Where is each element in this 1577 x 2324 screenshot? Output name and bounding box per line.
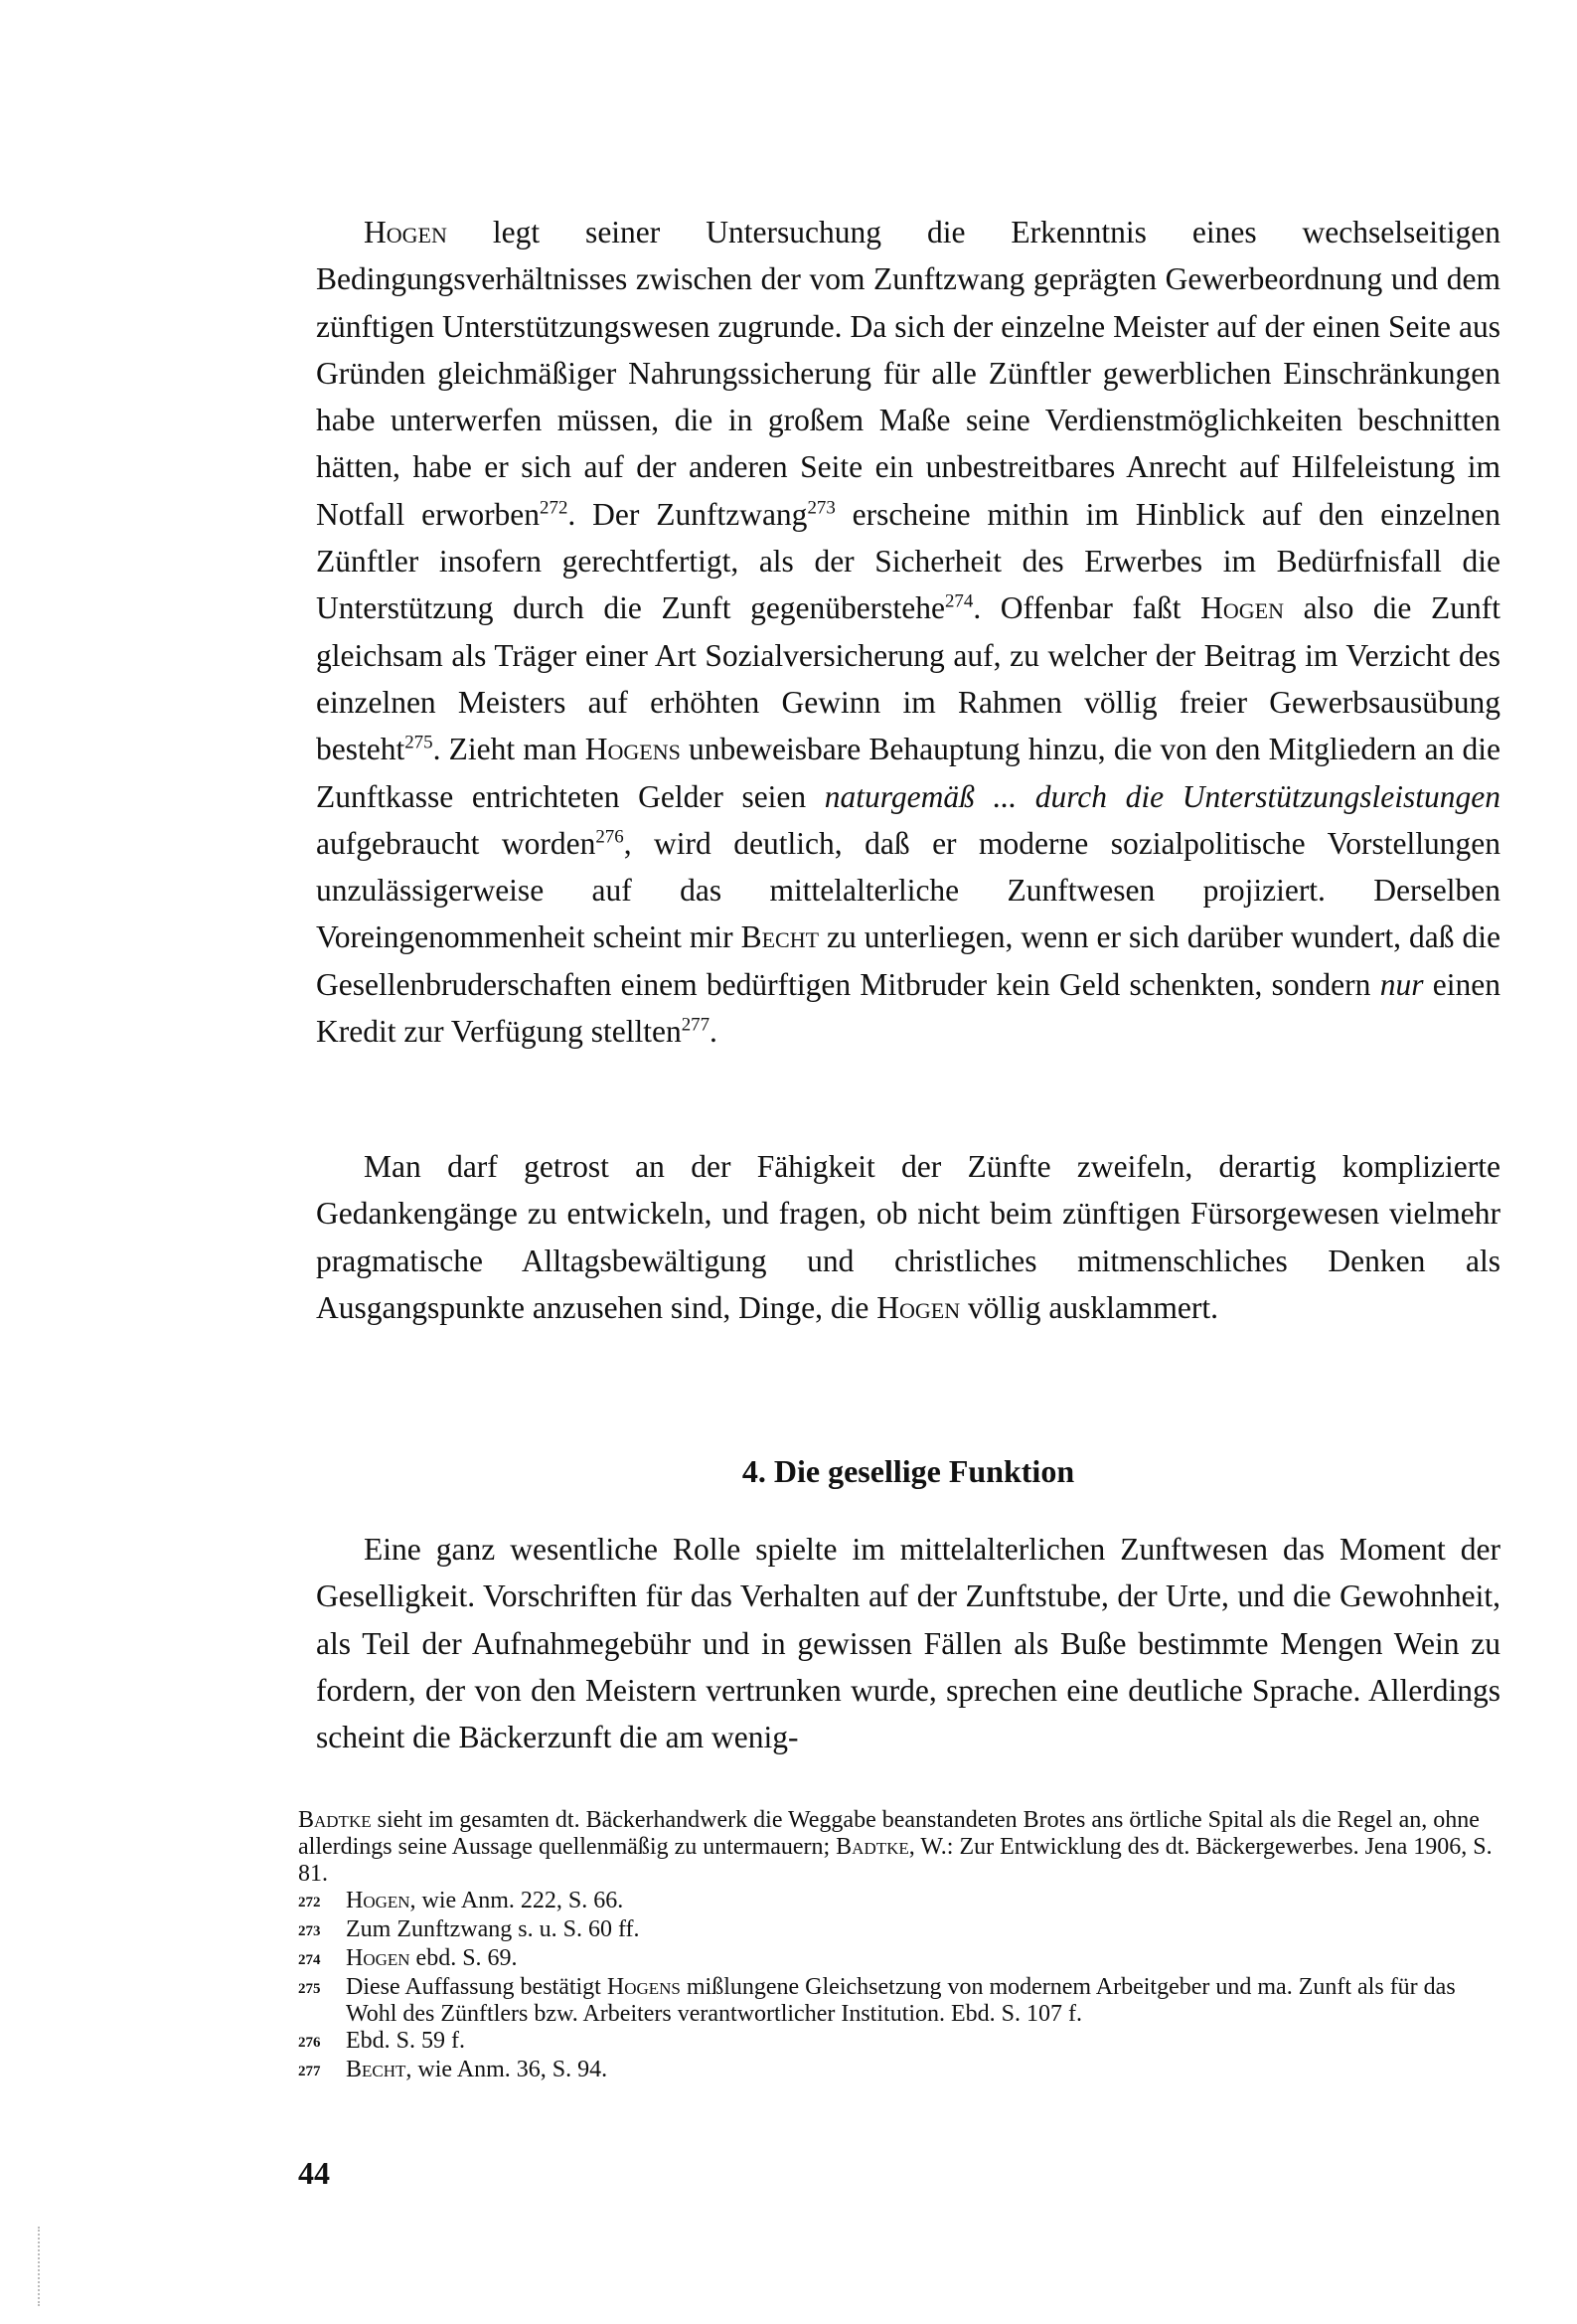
- author-name: Hogens: [584, 732, 681, 767]
- body-paragraph-3: Eine ganz wesentliche Rolle spielte im mittelalterlichen Zunftwesen das Moment der Geselligkeit. Vorschriften für das Verhalten auf der Zunftstube, der Urte, und die Gewohnheit, als Teil der Aufnahmegebühr und in gewissen Fällen als Buße bestimmte Mengen Wein zu fordern, der von den Meistern vertrunken wurde, sprechen eine deutliche Sprache. Allerdings scheint die Bäckerzunft die am wenig-: [316, 1532, 1500, 1755]
- emphasis: nur: [1379, 966, 1424, 1002]
- footnote-276: 276 Ebd. S. 59 f.: [298, 2028, 465, 2054]
- footnote-ref: 276: [595, 826, 624, 848]
- quotation: naturgemäß ... durch die Unterstützungsleistungen: [824, 778, 1500, 814]
- footnote-ref: 274: [944, 591, 974, 613]
- footnote-ref: 272: [540, 497, 568, 519]
- footnotes: [298, 1807, 1502, 2085]
- footnote-277: 277 Becht, wie Anm. 36, S. 94.: [298, 2057, 608, 2082]
- footnote-274: 274 Hogen ebd. S. 69.: [298, 1945, 518, 1971]
- scan-edge-mark: [38, 2227, 52, 2306]
- footnote-ref: 275: [404, 732, 433, 753]
- footnote-272: 272 Hogen, wie Anm. 222, S. 66.: [298, 1888, 624, 1913]
- page-number: 44: [298, 2155, 330, 2191]
- author-name: Hogen: [1200, 590, 1284, 626]
- author-name: Becht: [740, 919, 820, 955]
- footnote-continuation: Badtke sieht im gesamten dt. Bäckerhandwerk die Weggabe beanstandeten Brotes ans örtliche Spital als die Regel an, ohne allerdings seine Aussage quellenmäßig zu untermauern; Badtke, W.: Zur Entwicklung des dt. Bäckergewerbes. Jena 1906, S. 81.: [298, 1807, 1493, 1887]
- author-name: Hogen: [876, 1289, 961, 1325]
- body-paragraph-1: Hogen legt seiner Untersuchung die Erkenntnis eines wechselseitigen Bedingungsverhältnisses zwischen der vom Zunftzwang geprägten Gewerbeordnung und dem zünftigen Unterstützungswesen zugrunde. Da sich der einzelne Meister auf der einen Seite aus Gründen gleichmäßiger Nahrungssicherung für alle Zünftler gewerblichen Einschränkungen habe unterwerfen müssen, die in großem Maße seine Verdienstmöglichkeiten beschnitten hätten, habe er sich auf der anderen Seite ein unbestreitbares Anrecht auf Hilfeleistung im Notfall erworben$^{272}$. Der Zunftzwang$^{273}$ erscheine mithin im Hinblick auf den einzelnen Zünftler insofern gerechtfertigt, als der Sicherheit des Erwerbes im Bedürfnisfall die Unterstützung durch die Zunft gegenüberstehe$^{274}$. Offenbar faßt Hogen also die Zunft gleichsam als Träger einer Art Sozialversicherung auf, zu welcher der Beitrag im Verzicht des einzelnen Meisters auf erhöhten Gewinn im Rahmen völlig freier Gewerbsausübung besteht$^{275}$. Zieht man Hogens unbeweisbare Behauptung hinzu, die von den Mitgliedern an die Zunftkasse entrichteten Gelder seien naturgemäß ... durch die Unterstützungsleistungen aufgebraucht worden$^{276}$, wird deutlich, daß er moderne sozialpolitische Vorstellungen unzulässigerweise auf das mittelalterliche Zunftwesen projiziert. Derselben Voreingenommenheit scheint mir Becht zu unterliegen, wenn er sich darüber wundert, daß die Gesellenbruderschaften einem bedürftigen Mitbruder kein Geld schenkten, sondern nur einen Kredit zur Verfügung stellten$^{277}$.: [316, 215, 1501, 1050]
- section-heading: 4. Die gesellige Funktion: [741, 1453, 1075, 1489]
- author-name: Hogen: [364, 215, 447, 249]
- footnote-ref: 273: [807, 497, 836, 519]
- footnote-ref: 277: [681, 1014, 710, 1036]
- body-paragraph-2: Man darf getrost an der Fähigkeit der Zünfte zweifeln, derartig komplizierte Gedankengänge zu entwickeln, und fragen, ob nicht beim zünftigen Fürsorgewesen vielmehr pragmatische Alltagsbewältigung und christliches mitmenschliches Denken als Ausgangspunkte anzusehen sind, Dinge, die Hogen völlig ausklammert.: [316, 1149, 1500, 1325]
- footnote-275: 275 Diese Auffassung bestätigt Hogens mißlungene Gleichsetzung von modernem Arbeitgeber und ma. Zunft als für das Wohl des Zünftlers bzw. Arbeiters verantwortlicher Institution. Ebd. S. 107 f.: [298, 1974, 1456, 2027]
- footnote-273: 273 Zum Zunftzwang s. u. S. 60 ff.: [298, 1916, 640, 1942]
